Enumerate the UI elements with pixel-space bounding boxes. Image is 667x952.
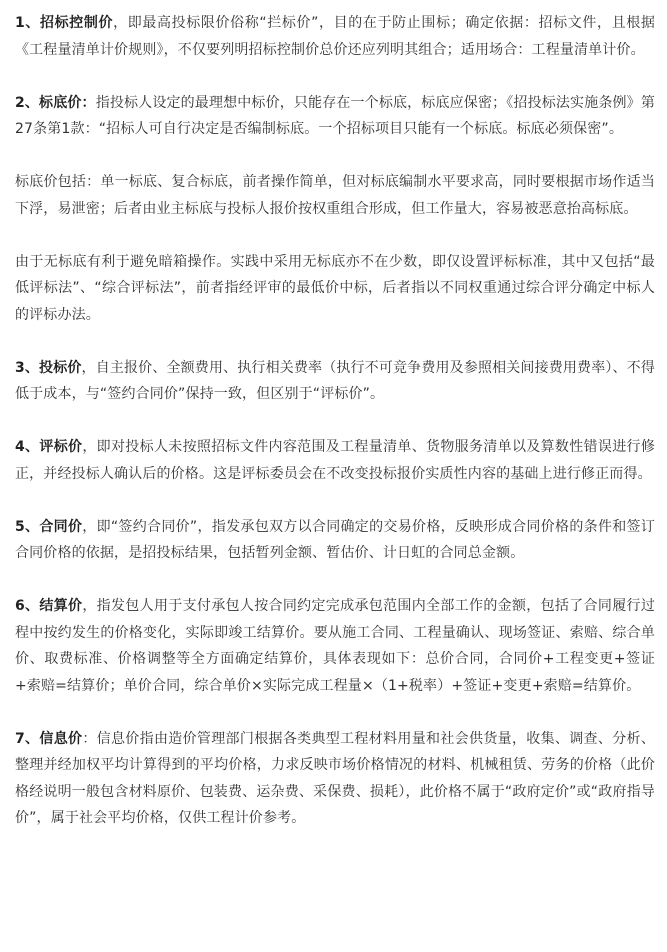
section-text: ，即对投标人未按照招标文件内容范围及工程量清单、货物服务清单以及算数性错误进行修正，并经投标人确认后的价格。这是评标委员会在不改变投标报价实质性内容的基础上进行修正而得。 xyxy=(15,439,655,482)
term-heading: 5、合同价 xyxy=(15,518,83,535)
section-text: ：信息价指由造价管理部门根据各类典型工程材料用量和社会供货量，收集、调查、分析、整理并经加权平均计算得到的平均价格，力求反映市场价格情况的材料、机械租赁、劳务的价格（此价格经说明一般包含材料原价、包装费、运杂费、采保费、损耗），此价格不属于“政府定价”或“政府指导价”，属于社会平均价格，仅供工程计价参考。 xyxy=(15,730,655,826)
section-evaluated-price xyxy=(15,434,655,487)
paragraph-gap xyxy=(15,408,655,435)
section-base-price-types xyxy=(15,169,655,222)
section-text: ，即“签约合同价”，指发承包双方以合同确定的交易价格，反映形成合同价格的条件和签订合同价格的依据，是招投标结果，包括暂列金额、暂估价、计日虹的合同总金额。 xyxy=(15,518,656,561)
term-heading: 7、信息价 xyxy=(15,730,83,747)
term-heading: 1、招标控制价 xyxy=(15,15,114,31)
section-text: 由于无标底有利于避免暗箱操作。实践中采用无标底亦不在少数，即仅设置评标标准，其中又包括“最低评标法”、“综合评标法”，前者指经评审的最低价中标，后者指以不同权重通过综合评分确定中标人的评标办法。 xyxy=(15,253,655,323)
term-heading: 6、结算价 xyxy=(15,598,83,614)
section-information-price xyxy=(15,726,655,832)
section-text: ，指发包人用于支付承包人按合同约定完成承包范围内全部工作的金额，包括了合同履行过程中按约发生的价格变化，实际即竣工结算价。要从施工合同、工程量确认、现场签证、索赔、综合单价、取费标准、价格调整等全方面确定结算价，具体表现如下：总价合同，合同价+工程变更+签证+索赔=结算价；单价合同，综合单价×实际完成工程量×（1+税率）+签证+变更+索赔=结算价。 xyxy=(15,598,655,694)
paragraph-gap xyxy=(15,328,655,355)
section-settlement-price xyxy=(15,593,655,699)
paragraph-gap xyxy=(15,699,655,726)
article-body xyxy=(15,10,655,832)
paragraph-gap xyxy=(15,487,655,514)
paragraph-gap xyxy=(15,63,655,90)
paragraph-gap xyxy=(15,222,655,249)
section-text: ，自主报价、全额费用、执行相关费率（执行不可竞争费用及参照相关间接费用费率）、不得低于成本，与“签约合同价”保持一致，但区别于“评标价”。 xyxy=(15,359,655,402)
section-bid-control-price xyxy=(15,10,655,63)
term-heading: 2、标底价： xyxy=(15,94,96,111)
section-base-price xyxy=(15,90,655,143)
section-contract-price xyxy=(15,514,655,567)
section-bid-price xyxy=(15,355,655,408)
section-text: 指投标人设定的最理想中标价，只能存在一个标底，标底应保密；《招投标法实施条例》第27条第1款：“招标人可自行决定是否编制标底。一个招标项目只能有一个标底。标底必须保密”。 xyxy=(15,94,655,137)
section-no-base-price xyxy=(15,249,655,329)
paragraph-gap xyxy=(15,143,655,170)
section-text: 标底价包括：单一标底、复合标底，前者操作简单，但对标底编制水平要求高，同时要根据市场作适当下浮，易泄密；后者由业主标底与投标人报价按权重组合形成，但工作量大，容易被恶意抬高标底。 xyxy=(15,174,655,217)
paragraph-gap xyxy=(15,567,655,594)
section-text: ，即最高投标限价俗称“拦标价”，目的在于防止围标；确定依据：招标文件，且根据《工程量清单计价规则》，不仅要列明招标控制价总价还应列明其组合；适用场合：工程量清单计价。 xyxy=(15,15,655,58)
term-heading: 3、投标价 xyxy=(15,359,82,376)
term-heading: 4、评标价 xyxy=(15,439,83,455)
